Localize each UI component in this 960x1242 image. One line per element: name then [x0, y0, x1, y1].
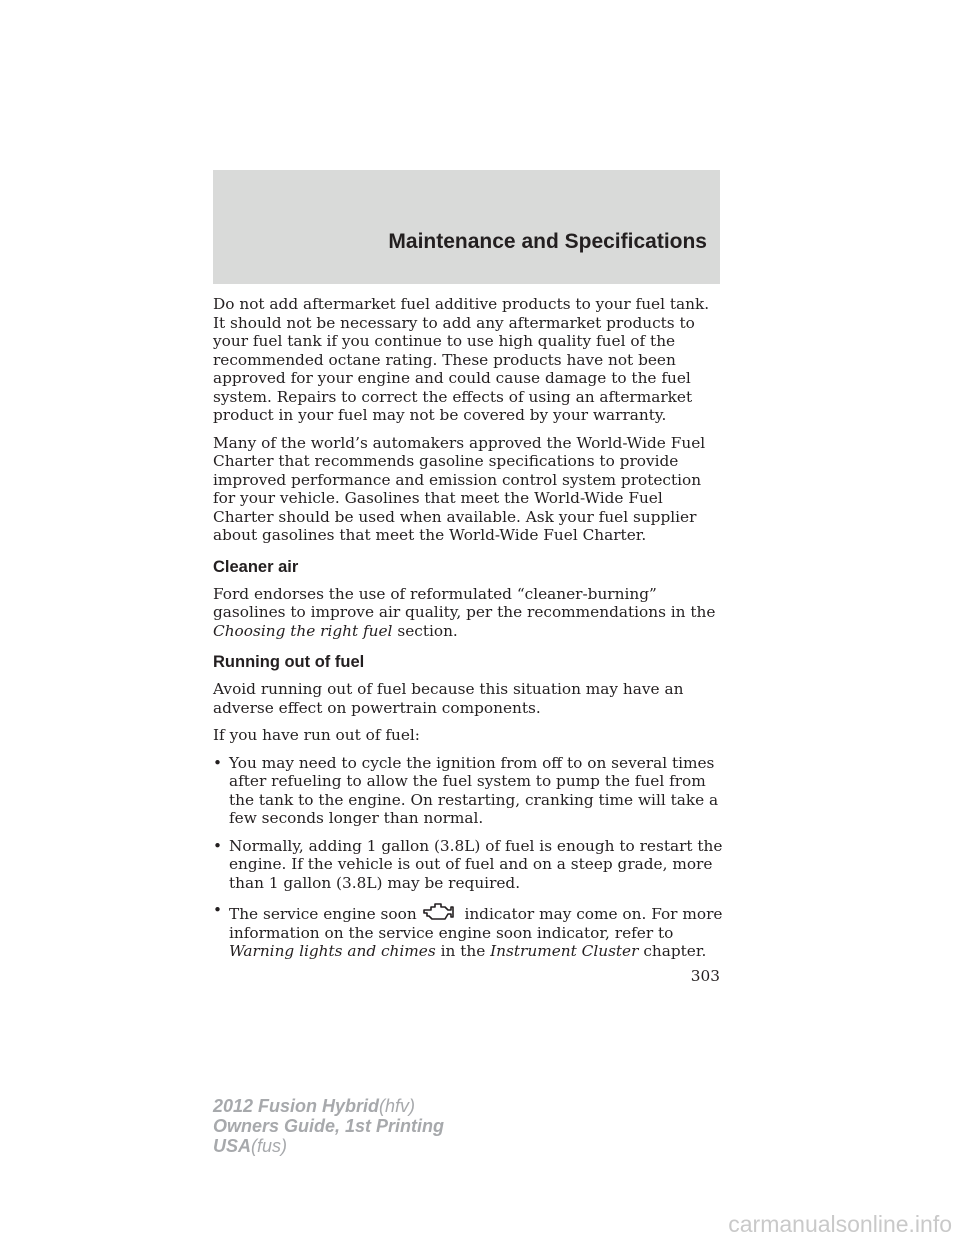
footer-model-code: (hfv) — [379, 1096, 416, 1116]
page-content — [213, 295, 723, 970]
footer-line-3 — [213, 1136, 444, 1156]
footer-edition — [213, 1096, 444, 1156]
warning-lights-reference: Warning lights and chimes — [229, 942, 436, 960]
footer-model: 2012 Fusion Hybrid — [213, 1096, 380, 1116]
paragraph-fuel-charter: Many of the world’s automakers approved the World-Wide Fuel Charter that recommends gasoline specifications to provide improved performance and emission control system protection for your vehicle. Gasolines that meet the World-Wide Fuel Charter should be used when available. Ask your fuel supplier about gasolines that meet the World-Wide Fuel Charter. — [213, 433, 706, 544]
bullet3-mid: indicator may come on. For more information on the service engine soon indicator, refer to — [229, 905, 723, 942]
cleaner-air-text: Ford endorses the use of reformulated “cleaner-burning” gasolines to improve air quality, per the recommendations in the — [213, 584, 716, 621]
instrument-cluster-reference: Instrument Cluster — [490, 942, 639, 960]
footer-market: USA — [213, 1136, 252, 1156]
bullet3-in: in the — [440, 942, 486, 960]
footer-guide: Owners Guide, 1st Printing — [213, 1116, 445, 1136]
list-item — [213, 754, 723, 828]
header-band — [213, 170, 720, 284]
cleaner-air-end: section. — [397, 621, 458, 640]
bullet3-start: The service engine soon — [229, 905, 417, 923]
bullet-marker: • — [213, 901, 223, 919]
paragraph-running-out: Avoid running out of fuel because this situation may have an adverse effect on powertrain components. — [213, 680, 684, 717]
paragraph-cleaner-air — [213, 585, 723, 641]
bullet-marker: • — [213, 836, 223, 855]
list-item — [213, 901, 723, 961]
footer-line-2 — [213, 1116, 444, 1136]
bullet-text: You may need to cycle the ignition from off to on several times after refueling to allow the fuel system to pump the fuel from the tank to the engine. On restarting, cranking time will take a few seconds longer than normal. — [229, 753, 719, 827]
cleaner-air-reference: Choosing the right fuel — [213, 621, 393, 640]
bullet-marker: • — [213, 753, 223, 772]
footer-market-code: (fus) — [251, 1136, 288, 1156]
heading-cleaner-air: Cleaner air — [213, 557, 299, 576]
paragraph-if-run-out: If you have run out of fuel: — [213, 726, 420, 744]
page-number: 303 — [690, 967, 720, 985]
footer-line-1 — [213, 1096, 444, 1116]
bullet-text: Normally, adding 1 gallon (3.8L) of fuel is enough to restart the engine. If the vehicle is out of fuel and on a steep grade, more than 1 gallon (3.8L) may be required. — [229, 836, 723, 892]
watermark: carmanualsonline.info — [728, 1211, 952, 1237]
list-item — [213, 837, 723, 893]
bullet3-end: chapter. — [643, 942, 707, 960]
paragraph-fuel-additives: Do not add aftermarket fuel additive products to your fuel tank. It should not be necessary to add any aftermarket products to your fuel tank if you continue to use high quality fuel of the recommended octane rating. These products have not been approved for your engine and could cause damage to the fuel system. Repairs to correct the effects of using an aftermarket product in your fuel may not be covered by your warranty. — [213, 295, 710, 424]
heading-running-out: Running out of fuel — [213, 653, 365, 671]
check-engine-icon — [422, 901, 456, 923]
section-title: Maintenance and Specifications — [388, 230, 707, 253]
